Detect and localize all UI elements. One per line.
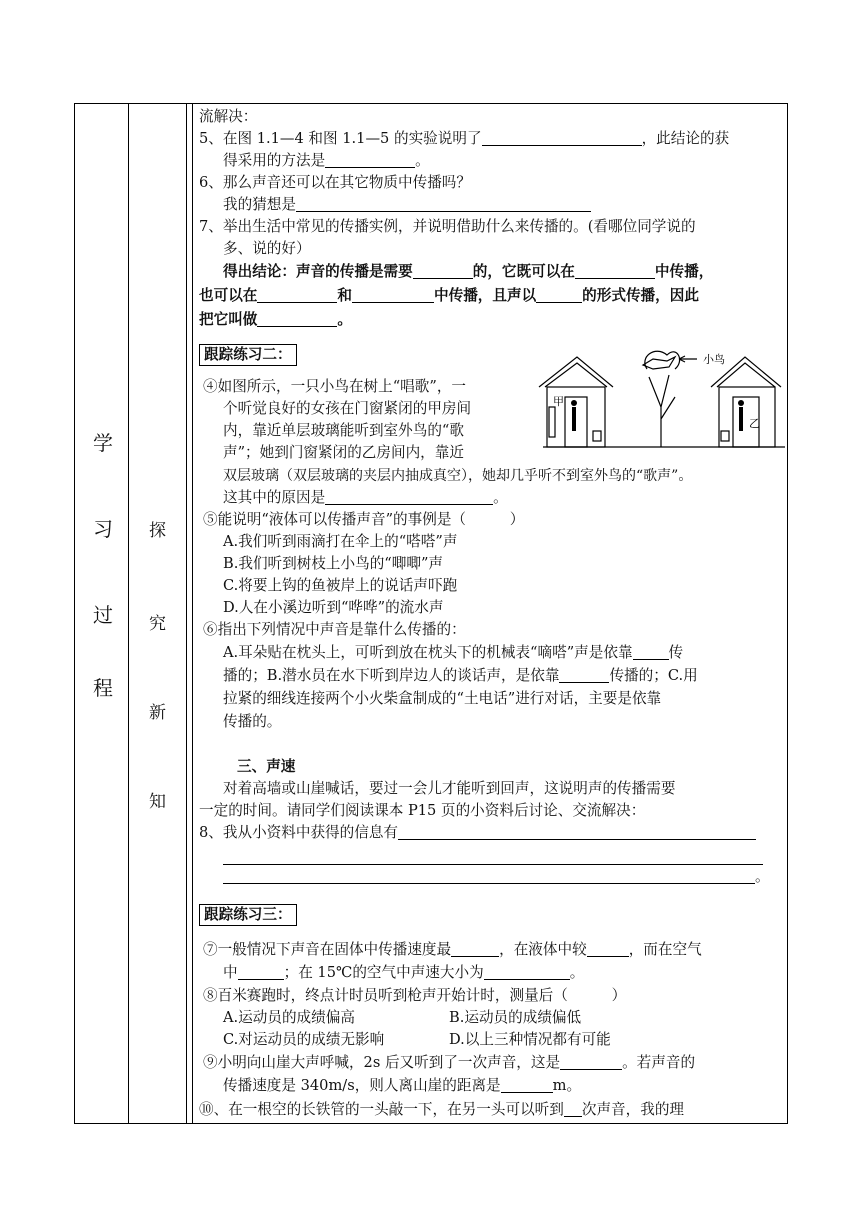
house-b-label: 乙 <box>749 417 760 430</box>
answer-blank[interactable] <box>587 940 629 957</box>
answer-blank[interactable] <box>257 310 337 327</box>
answer-blank[interactable] <box>352 286 434 303</box>
house-bird-illustration <box>535 347 787 459</box>
problem-7-cont: 中 ；在 15℃的空气中声速大小为 。 <box>223 964 585 981</box>
answer-blank[interactable] <box>296 195 591 212</box>
problem-6-text: A.耳朵贴在枕头上，可听到放在枕头下的机械表“嘀嗒”声是依靠 传 <box>223 644 684 661</box>
practice-3-label: 跟踪练习三： <box>199 904 297 926</box>
problem-4-text: 双层玻璃（双层玻璃的夹层内抽成真空），她却几乎听不到室外鸟的“歌声”。 <box>223 468 693 484</box>
problem-6-text: 播的；B.潜水员在水下听到岸边人的谈话声，是依靠 传播的；C.用 <box>223 667 698 684</box>
option-b[interactable]: B.运动员的成绩偏低 <box>449 1009 582 1026</box>
problem-6: ⑥指出下列情况中声音是靠什么传播的： <box>203 621 466 638</box>
question-7: 7、举出生活中常见的传播实例，并说明借助什么来传播的。(看哪位同学说的 <box>199 218 696 235</box>
option-d[interactable]: D.以上三种情况都有可能 <box>449 1031 611 1048</box>
option-b[interactable]: B.我们听到树枝上小鸟的“唧唧”声 <box>223 555 444 572</box>
answer-blank[interactable] <box>223 867 755 884</box>
option-c[interactable]: C.对运动员的成绩无影响 <box>223 1031 385 1048</box>
answer-blank[interactable] <box>413 262 473 279</box>
subsection-label-char: 新 <box>149 703 166 723</box>
section-label-char: 习 <box>93 517 113 541</box>
answer-blank[interactable] <box>633 643 669 660</box>
option-c[interactable]: C.将要上钩的鱼被岸上的说话声吓跑 <box>223 577 458 594</box>
problem-7: ⑦一般情况下声音在固体中传播速度最 ，在液体中较 ，而在空气 <box>203 941 702 958</box>
answer-blank[interactable] <box>482 129 642 146</box>
problem-4-text: 内，靠近单层玻璃能听到室外鸟的“歌 <box>223 422 464 439</box>
subsection-label-char: 究 <box>149 614 166 634</box>
option-d[interactable]: D.人在小溪边听到“哗哗”的流水声 <box>223 599 444 616</box>
text-line: 流解决： <box>199 108 258 125</box>
problem-10: ⑩、在一根空的长铁管的一头敲一下，在另一头可以听到 次声音，我的理 <box>199 1101 685 1118</box>
column-divider <box>128 104 129 1123</box>
section-heading: 三、声速 <box>237 758 296 775</box>
question-5: 5、在图 1.1—4 和图 1.1—5 的实验说明了 ，此结论的获 <box>199 130 730 147</box>
problem-6-text: 拉紧的细线连接两个小火柴盒制成的“土电话”进行对话，主要是依靠 <box>223 690 662 707</box>
question-6: 6、那么声音还可以在其它物质中传播吗？ <box>199 174 471 191</box>
answer-blank[interactable] <box>257 286 337 303</box>
content-area <box>193 104 787 1123</box>
question-8: 8、我从小资料中获得的信息有 <box>199 822 756 844</box>
answer-blank[interactable] <box>536 286 582 303</box>
option-a[interactable]: A.我们听到雨滴打在伞上的“嗒嗒”声 <box>223 533 458 550</box>
problem-4: ④如图所示，一只小鸟在树上“唱歌”，一 <box>203 378 467 395</box>
question-5-cont: 得采用的方法是 。 <box>223 152 430 169</box>
answer-blank[interactable] <box>325 488 493 505</box>
answer-blank[interactable] <box>575 262 655 279</box>
problem-9-cont: 传播速度是 340m/s，则人离山崖的距离是 m。 <box>223 1077 582 1094</box>
lesson-table <box>74 103 788 1124</box>
practice-2-label: 跟踪练习二： <box>199 344 297 366</box>
problem-8: ⑧百米赛跑时，终点计时员听到枪声开始计时，测量后（ ） <box>203 987 627 1004</box>
conclusion-line: 得出结论：声音的传播是需要 的，它既可以在 中传播， <box>223 263 714 280</box>
problem-4-reason: 这其中的原因是 。 <box>223 489 508 506</box>
option-a[interactable]: A.运动员的成绩偏高 <box>223 1009 355 1026</box>
paragraph-line: 对着高墙或山崖喊话，要过一会儿才能听到回声，这说明声的传播需要 <box>223 780 676 797</box>
problem-9: ⑨小明向山崖大声呼喊，2s 后又听到了一次声音，这是 。若声音的 <box>203 1054 696 1071</box>
bird-label: 小鸟 <box>703 353 725 366</box>
subsection-label-char: 探 <box>149 521 166 541</box>
answer-blank[interactable] <box>560 1053 622 1070</box>
problem-5: ⑤能说明“液体可以传播声音”的事例是（ ） <box>203 511 525 528</box>
paragraph-line: 一定的时间。请同学们阅读课本 P15 页的小资料后讨论、交流解决： <box>199 802 646 819</box>
answer-line-end: 。 <box>223 866 770 888</box>
house-a-label: 甲 <box>553 395 564 408</box>
answer-blank[interactable] <box>564 1100 582 1117</box>
answer-blank[interactable] <box>484 963 570 980</box>
conclusion-line: 把它叫做 。 <box>199 311 352 328</box>
section-label-char: 过 <box>93 603 113 627</box>
conclusion-line: 也可以在 和 中传播，且声以 的形式传播，因此 <box>199 287 699 304</box>
section-label-char: 程 <box>93 676 113 700</box>
answer-blank[interactable] <box>325 151 415 168</box>
guess-line: 我的猜想是 <box>223 194 591 216</box>
answer-blank[interactable] <box>398 823 756 840</box>
section-label-char: 学 <box>93 431 113 455</box>
problem-4-text: 声”；她到门窗紧闭的乙房间内，靠近 <box>223 444 464 461</box>
problem-4-text: 个听觉良好的女孩在门窗紧闭的甲房间 <box>223 400 472 417</box>
answer-blank[interactable] <box>238 963 284 980</box>
answer-blank[interactable] <box>559 666 609 683</box>
answer-blank[interactable] <box>501 1076 553 1093</box>
column-divider <box>186 104 187 1123</box>
answer-line[interactable] <box>223 864 763 865</box>
question-7-cont: 多、说的好） <box>223 240 311 257</box>
answer-blank[interactable] <box>451 940 499 957</box>
problem-6-text: 传播的。 <box>223 713 282 730</box>
subsection-label-char: 知 <box>149 792 166 812</box>
